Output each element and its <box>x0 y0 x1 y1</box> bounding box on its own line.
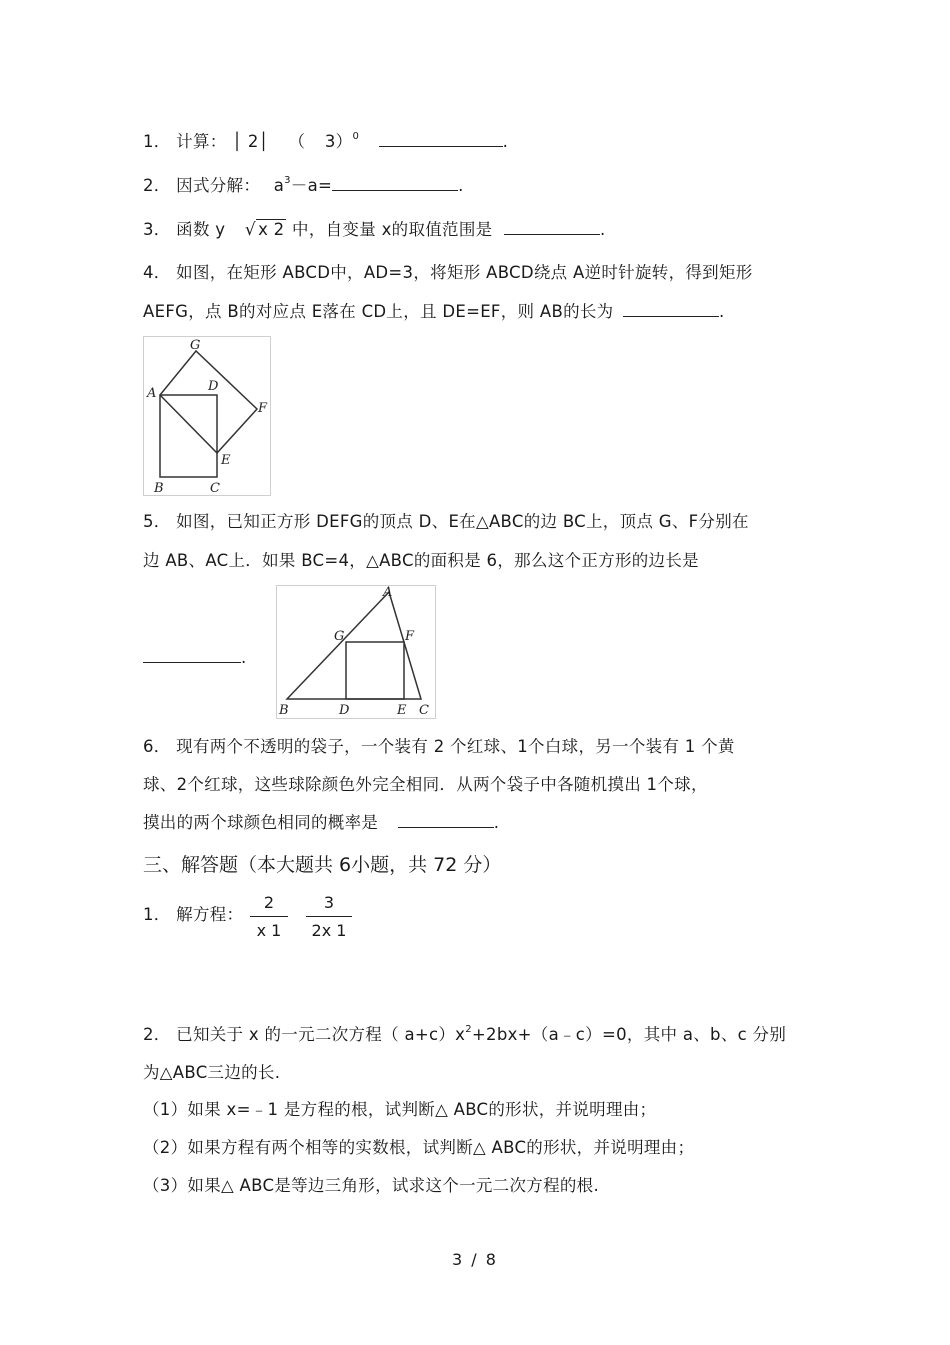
question-text: +2bx+（a﹣c）=0，其中 a、b、c 分别 <box>471 1025 787 1044</box>
punctuation: . <box>502 132 509 151</box>
point-label-b: B <box>154 481 164 495</box>
question-number: 1． <box>143 905 171 924</box>
fraction-numerator: 2 <box>263 893 275 912</box>
solve-question-2-part-1: （1）如果 x=﹣1 是方程的根，试判断△ ABC的形状，并说明理由； <box>143 1100 657 1119</box>
math-expression: a <box>273 176 285 195</box>
fraction-denominator: x 1 <box>256 921 282 940</box>
answer-blank[interactable] <box>504 220 600 235</box>
question-6-line-3 <box>143 813 499 833</box>
question-label: 解方程： <box>176 905 244 924</box>
question-number: 2． <box>143 1025 171 1044</box>
exponent: 2 <box>465 1024 472 1035</box>
solve-question-1 <box>143 905 243 925</box>
question-text: 已知关于 x 的一元二次方程（ a+c）x <box>176 1025 466 1044</box>
exponent: 3 <box>284 175 291 186</box>
question-number: 6． <box>143 737 171 756</box>
question-number: 3． <box>143 220 171 239</box>
question-number: 5． <box>143 512 171 531</box>
question-5-line-1 <box>143 512 749 532</box>
question-6-line-2 <box>143 775 708 795</box>
question-text: AEFG，点 B的对应点 E落在 CD上，且 DE=EF，则 AB的长为 <box>143 302 614 321</box>
rectangle-rotation-figure <box>143 336 271 496</box>
fraction-bar <box>306 916 352 917</box>
fraction-left <box>250 893 288 940</box>
point-label-a: A <box>383 586 393 600</box>
question-text: 如图，在矩形 ABCD中，AD=3，将矩形 ABCD绕点 A逆时针旋转，得到矩形 <box>176 263 753 282</box>
question-text: 球、2个红球，这些球除颜色外完全相同．从两个袋子中各随机摸出 1个球， <box>143 775 708 794</box>
solve-question-2-part-2: （2）如果方程有两个相等的实数根，试判断△ ABC的形状，并说明理由； <box>143 1138 695 1157</box>
point-label-f: F <box>405 629 415 644</box>
math-expression: （ <box>288 132 306 151</box>
question-text: 现有两个不透明的袋子，一个装有 2 个红球、1个白球，另一个装有 1 个黄 <box>176 737 735 756</box>
answer-blank[interactable] <box>143 648 241 663</box>
punctuation: . <box>458 176 464 195</box>
point-label-f: F <box>258 401 268 416</box>
question-number: 2． <box>143 176 171 195</box>
point-label-b: B <box>279 703 289 718</box>
fraction-bar <box>250 916 288 917</box>
sqrt-radicand: x 2 <box>258 220 285 239</box>
point-label-g: G <box>190 338 201 353</box>
page-number: 3 / 8 <box>452 1250 498 1269</box>
point-label-d: D <box>208 379 219 394</box>
question-text: 如图，已知正方形 DEFG的顶点 D、E在△ABC的边 BC上，顶点 G、F分别在 <box>176 512 749 531</box>
math-expression: │ 2│ <box>232 132 269 151</box>
punctuation: . <box>600 220 606 239</box>
question-label: 因式分解： <box>176 176 261 195</box>
point-label-g: G <box>334 629 345 644</box>
question-3 <box>143 220 606 240</box>
question-4-line-1 <box>143 263 753 283</box>
punctuation: . <box>493 813 500 832</box>
punctuation: . <box>241 648 247 667</box>
point-label-c: C <box>210 481 220 495</box>
question-5-line-2 <box>143 551 699 571</box>
point-label-a: A <box>147 386 157 401</box>
question-text: 中，自变量 x的取值范围是 <box>292 220 493 239</box>
math-expression: 3） <box>324 132 353 151</box>
question-5-answer-line <box>143 648 247 668</box>
question-1 <box>143 132 508 155</box>
point-label-e: E <box>221 453 231 468</box>
question-text: 边 AB、AC上．如果 BC=4，△ABC的面积是 6，那么这个正方形的边长是 <box>143 551 699 570</box>
solve-question-2-line-1 <box>143 1025 786 1048</box>
question-number: 1． <box>143 132 171 151</box>
answer-blank[interactable] <box>623 302 719 317</box>
point-label-e: E <box>397 703 407 718</box>
question-text: 摸出的两个球颜色相同的概率是 <box>143 813 379 832</box>
answer-blank[interactable] <box>398 813 494 828</box>
math-expression: －a= <box>290 176 333 195</box>
question-label: 计算： <box>176 132 227 151</box>
question-2 <box>143 176 464 199</box>
fraction-numerator: 3 <box>323 893 335 912</box>
answer-blank[interactable] <box>379 132 503 147</box>
exponent: 0 <box>352 131 360 142</box>
fraction-denominator: 2x 1 <box>311 921 347 940</box>
solve-question-2-part-3: （3）如果△ ABC是等边三角形，试求这个一元二次方程的根. <box>143 1176 600 1195</box>
question-label: 函数 y <box>176 220 226 239</box>
question-4-line-2 <box>143 302 725 322</box>
solve-question-2-line-2: 为△ABC三边的长. <box>143 1063 281 1082</box>
answer-blank[interactable] <box>332 176 458 191</box>
question-number: 4． <box>143 263 171 282</box>
point-label-c: C <box>419 703 429 718</box>
point-label-d: D <box>339 703 350 718</box>
question-6-line-1 <box>143 737 735 757</box>
sqrt-expression: √ x 2 <box>244 220 285 240</box>
fraction-right <box>306 893 352 940</box>
triangle-square-figure <box>276 585 436 719</box>
punctuation: . <box>719 302 725 321</box>
section-heading: 三、解答题（本大题共 6小题，共 72 分） <box>143 854 502 876</box>
